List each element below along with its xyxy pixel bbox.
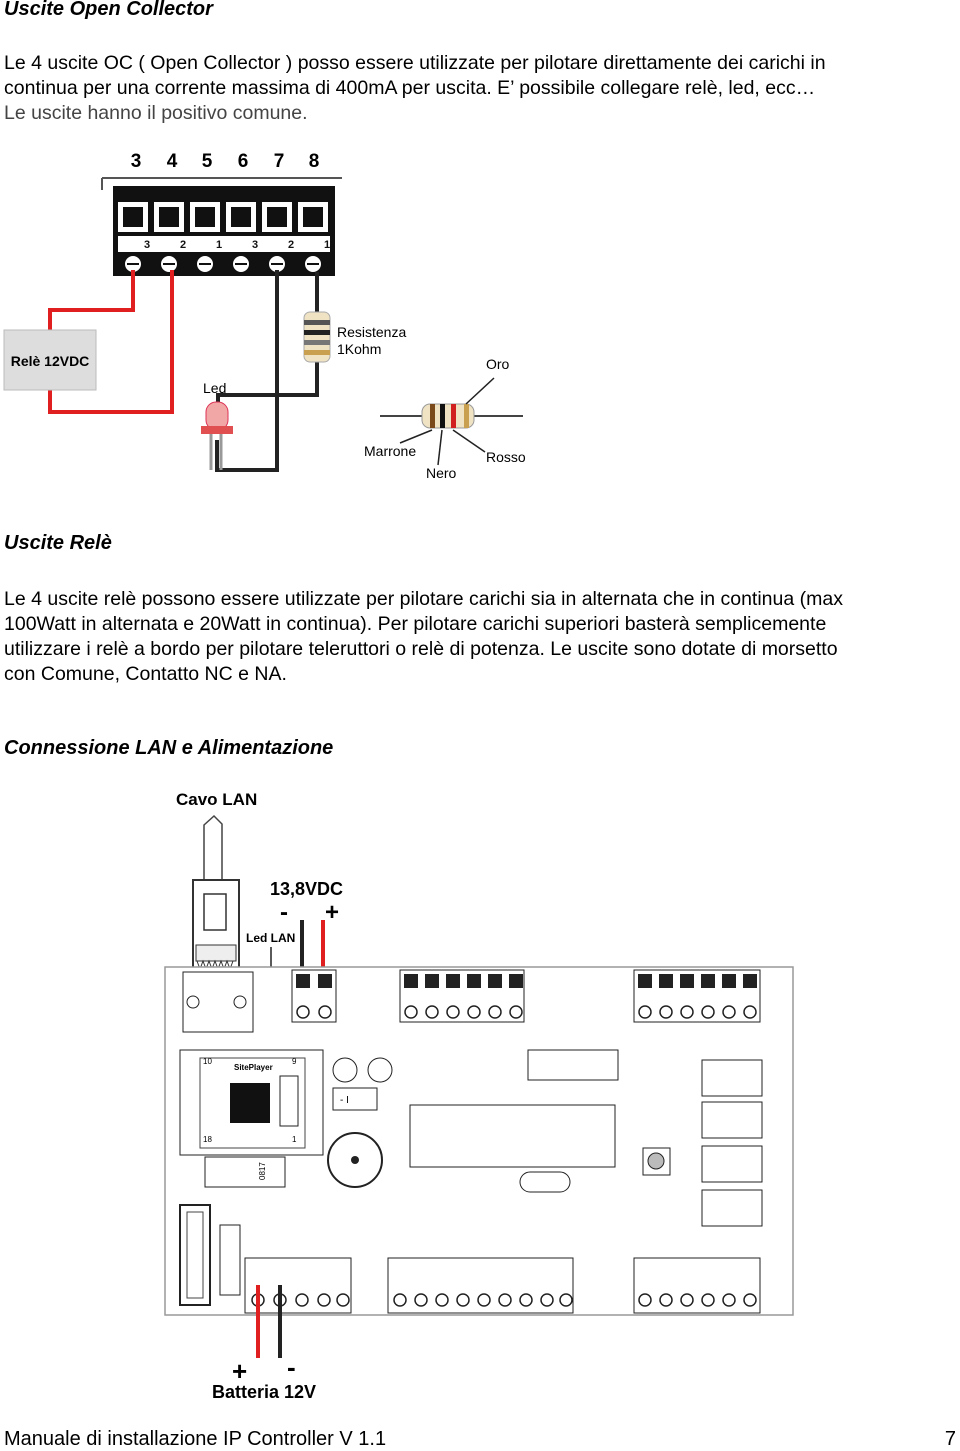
led-lan-label: Led LAN xyxy=(246,931,296,945)
pin-label: 2 xyxy=(179,239,187,251)
chip-icon xyxy=(230,1083,270,1123)
black-wire-led xyxy=(217,270,277,470)
relay-icon xyxy=(702,1060,762,1096)
paragraph-line: con Comune, Contatto NC e NA. xyxy=(4,663,287,685)
section-title-rele: Uscite Relè xyxy=(4,532,112,554)
supply-minus-sign: - xyxy=(280,899,288,926)
terminal-number: 8 xyxy=(308,151,320,172)
chip-pin-label: 9 xyxy=(292,1057,297,1066)
battery-holder-code: 0817 xyxy=(258,1162,267,1180)
battery-plus-sign: + xyxy=(232,1356,248,1386)
terminal-block-oc xyxy=(400,970,524,1022)
paragraph-line: utilizzare i relè a bordo per pilotare teleruttori o relè di potenza. Le uscite sono dotate di morsetto xyxy=(4,638,838,660)
section-title-lan: Connessione LAN e Alimentazione xyxy=(4,737,334,759)
band-brown-label: Marrone xyxy=(364,443,417,459)
lan-connector-icon xyxy=(193,816,239,970)
chip-pin-label: 18 xyxy=(203,1135,212,1144)
section-title-open-collector: Uscite Open Collector xyxy=(4,0,213,20)
chip-pin-label: 10 xyxy=(203,1057,212,1066)
resistor-horizontal-icon xyxy=(422,404,474,428)
open-collector-paragraph xyxy=(4,51,954,126)
terminal-number: 5 xyxy=(201,151,213,172)
relay-icon xyxy=(702,1146,762,1182)
terminal-number: 6 xyxy=(237,151,249,172)
capacitor-icon xyxy=(368,1058,392,1082)
band-gold-label: Oro xyxy=(486,356,510,372)
pin-label: 1 xyxy=(215,239,223,251)
battery-label: Batteria 12V xyxy=(212,1382,317,1402)
pin-label: 3 xyxy=(143,239,151,251)
paragraph-line: continua per una corrente massima di 400mA per uscita. E’ possibile collegare relè, led, ecc… xyxy=(4,77,816,99)
switch-label: - I xyxy=(340,1095,349,1106)
terminal-number: 3 xyxy=(130,151,142,172)
relay-icon xyxy=(702,1190,762,1226)
terminal-block-rele-bottom xyxy=(634,1258,760,1313)
cavo-lan-label: Cavo LAN xyxy=(176,790,258,809)
terminal-block-rele-top xyxy=(634,970,760,1022)
footer-page-number: 7 xyxy=(944,1428,956,1450)
terminal-block-power xyxy=(292,970,336,1022)
resistor-label: Resistenza xyxy=(337,324,407,340)
battery-minus-sign: - xyxy=(287,1352,296,1382)
band-red-label: Rosso xyxy=(486,449,526,465)
chip-pin-label: 1 xyxy=(292,1135,297,1144)
led-label: Led xyxy=(203,380,227,396)
siteplayer-label: SitePlayer xyxy=(234,1063,273,1072)
terminal-block xyxy=(113,186,335,276)
supply-voltage-label: 13,8VDC xyxy=(270,879,344,899)
supply-plus-sign: + xyxy=(325,899,340,926)
terminal-number: 4 xyxy=(166,151,178,172)
open-collector-diagram xyxy=(0,140,560,500)
resistor-icon xyxy=(304,312,330,362)
rele-paragraph xyxy=(4,587,954,687)
paragraph-line: Le 4 uscite OC ( Open Collector ) posso essere utilizzate per pilotare direttamente dei carichi in xyxy=(4,52,826,74)
relay-icon xyxy=(702,1102,762,1138)
footer-manual-title: Manuale di installazione IP Controller V 1.1 xyxy=(4,1428,387,1450)
pin-label: 2 xyxy=(287,239,295,251)
pin-label: 3 xyxy=(251,239,259,251)
screw-icon xyxy=(234,996,246,1008)
band-black-label: Nero xyxy=(426,465,457,481)
crystal-icon xyxy=(520,1172,570,1192)
capacitor-icon xyxy=(333,1058,357,1082)
battery-holder xyxy=(205,1157,285,1187)
resistor-value: 1Kohm xyxy=(337,341,382,357)
terminal-block-inputs xyxy=(388,1258,573,1313)
lan-power-diagram xyxy=(0,780,960,1410)
rele-label: Relè 12VDC xyxy=(10,353,90,369)
pin-label: 1 xyxy=(323,239,331,251)
screw-icon xyxy=(187,996,199,1008)
terminal-block-battery xyxy=(245,1258,351,1313)
paragraph-line: Le uscite hanno il positivo comune. xyxy=(4,102,308,124)
main-ic xyxy=(410,1105,615,1167)
paragraph-line: Le 4 uscite relè possono essere utilizzate per pilotare carichi sia in alternata che in continua (max xyxy=(4,588,843,610)
paragraph-line: 100Watt in alternata e 20Watt in continua). Per pilotare carichi superiori basterà semplicemente xyxy=(4,613,827,635)
terminal-number: 7 xyxy=(273,151,285,172)
